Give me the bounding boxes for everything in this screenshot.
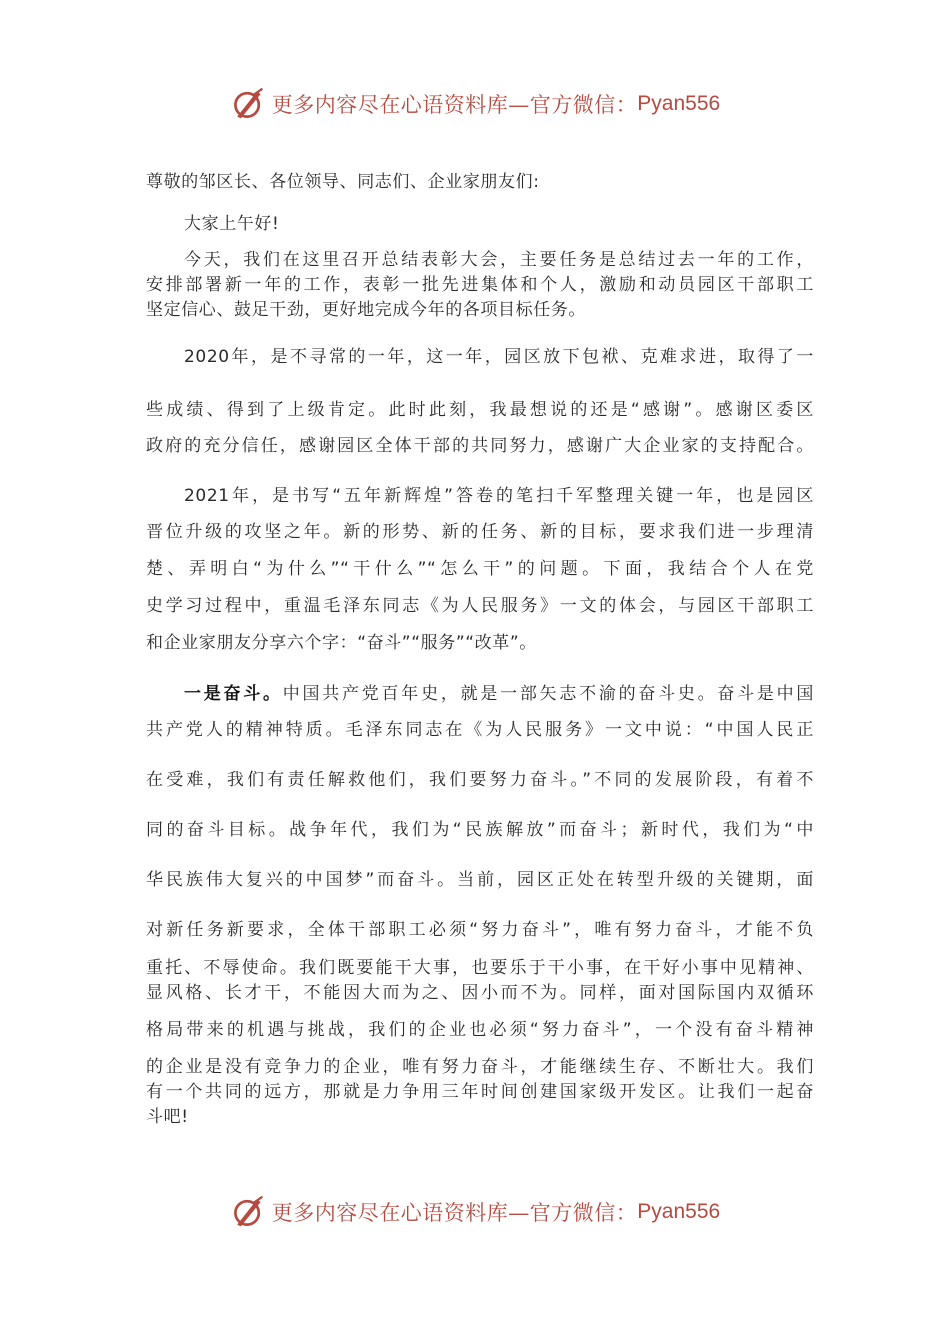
paragraph-line: 坚定信心、鼓足干劲，更好地完成今年的各项目标任务。 — [146, 300, 586, 320]
section-heading: 一是奋斗。 — [184, 684, 283, 704]
watermark-text: 更多内容尽在心语资料库—官方微信： — [271, 1201, 638, 1225]
paragraph-line: 2021年，是书写“五年新辉煌”答卷的笔扫千军整理关键一年，也是园区 — [184, 486, 814, 506]
paragraph-line: 些成绩、得到了上级肯定。此时此刻，我最想说的还是“感谢”。感谢区委区 — [146, 400, 814, 420]
watermark-text: 更多内容尽在心语资料库—官方微信： — [271, 93, 638, 117]
paragraph-line: 和企业家朋友分享六个字：“奋斗”“服务”“改革”。 — [146, 633, 537, 653]
paragraph-line: 晋位升级的攻坚之年。新的形势、新的任务、新的目标，要求我们进一步理清 — [146, 522, 814, 542]
paragraph-line: 格局带来的机遇与挑战，我们的企业也必须“努力奋斗”，一个没有奋斗精神 — [146, 1020, 814, 1040]
paragraph-line: 华民族伟大复兴的中国梦”而奋斗。当前，园区正处在转型升级的关键期，面 — [146, 870, 814, 890]
quill-logo-icon — [230, 1194, 266, 1230]
paragraph-line: 史学习过程中，重温毛泽东同志《为人民服务》一文的体会，与园区干部职工 — [146, 596, 814, 616]
watermark-wechat-id: Pyan556 — [637, 92, 721, 115]
paragraph-text: 中国共产党百年史，就是一部矢志不渝的奋斗史。奋斗是中国 — [282, 684, 814, 704]
paragraph-line: 重托、不辱使命。我们既要能干大事，也要乐于干小事，在干好小事中见精神、 — [146, 958, 814, 978]
paragraph-line: 共产党人的精神特质。毛泽东同志在《为人民服务》一文中说：“中国人民正 — [146, 720, 814, 740]
paragraph-line: 同的奋斗目标。战争年代，我们为“民族解放”而奋斗；新时代，我们为“中 — [146, 820, 814, 840]
paragraph-line: 2020年，是不寻常的一年，这一年，园区放下包袱、克难求进，取得了一 — [184, 347, 814, 367]
header-watermark-banner — [0, 82, 950, 126]
paragraph-line: 对新任务新要求，全体干部职工必须“努力奋斗”，唯有努力奋斗，才能不负 — [146, 920, 814, 940]
paragraph-line: 斗吧! — [146, 1107, 189, 1127]
paragraph-line-with-heading — [184, 682, 814, 706]
paragraph-line: 在受难，我们有责任解救他们，我们要努力奋斗。”不同的发展阶段，有着不 — [146, 770, 814, 790]
paragraph-line: 政府的充分信任，感谢园区全体干部的共同努力，感谢广大企业家的支持配合。 — [146, 436, 814, 456]
paragraph-line: 今天，我们在这里召开总结表彰大会，主要任务是总结过去一年的工作， — [184, 250, 814, 270]
salutation: 尊敬的邹区长、各位领导、同志们、企业家朋友们: — [146, 172, 540, 192]
paragraph-line: 显风格、长才干，不能因大而为之、因小而不为。同样，面对国际国内双循环 — [146, 983, 814, 1003]
paragraph-line: 楚、弄明白“为什么”“干什么”“怎么干”的问题。下面，我结合个人在党 — [146, 559, 814, 579]
quill-logo-icon — [230, 86, 266, 122]
paragraph-line: 安排部署新一年的工作，表彰一批先进集体和个人，激励和动员园区干部职工 — [146, 275, 814, 295]
watermark-wechat-id: Pyan556 — [637, 1200, 721, 1223]
paragraph-line: 的企业是没有竞争力的企业，唯有努力奋斗，才能继续生存、不断壮大。我们 — [146, 1057, 814, 1077]
greeting: 大家上午好! — [184, 214, 280, 234]
footer-watermark-banner — [0, 1190, 950, 1234]
paragraph-line: 有一个共同的远方，那就是力争用三年时间创建国家级开发区。让我们一起奋 — [146, 1082, 814, 1102]
